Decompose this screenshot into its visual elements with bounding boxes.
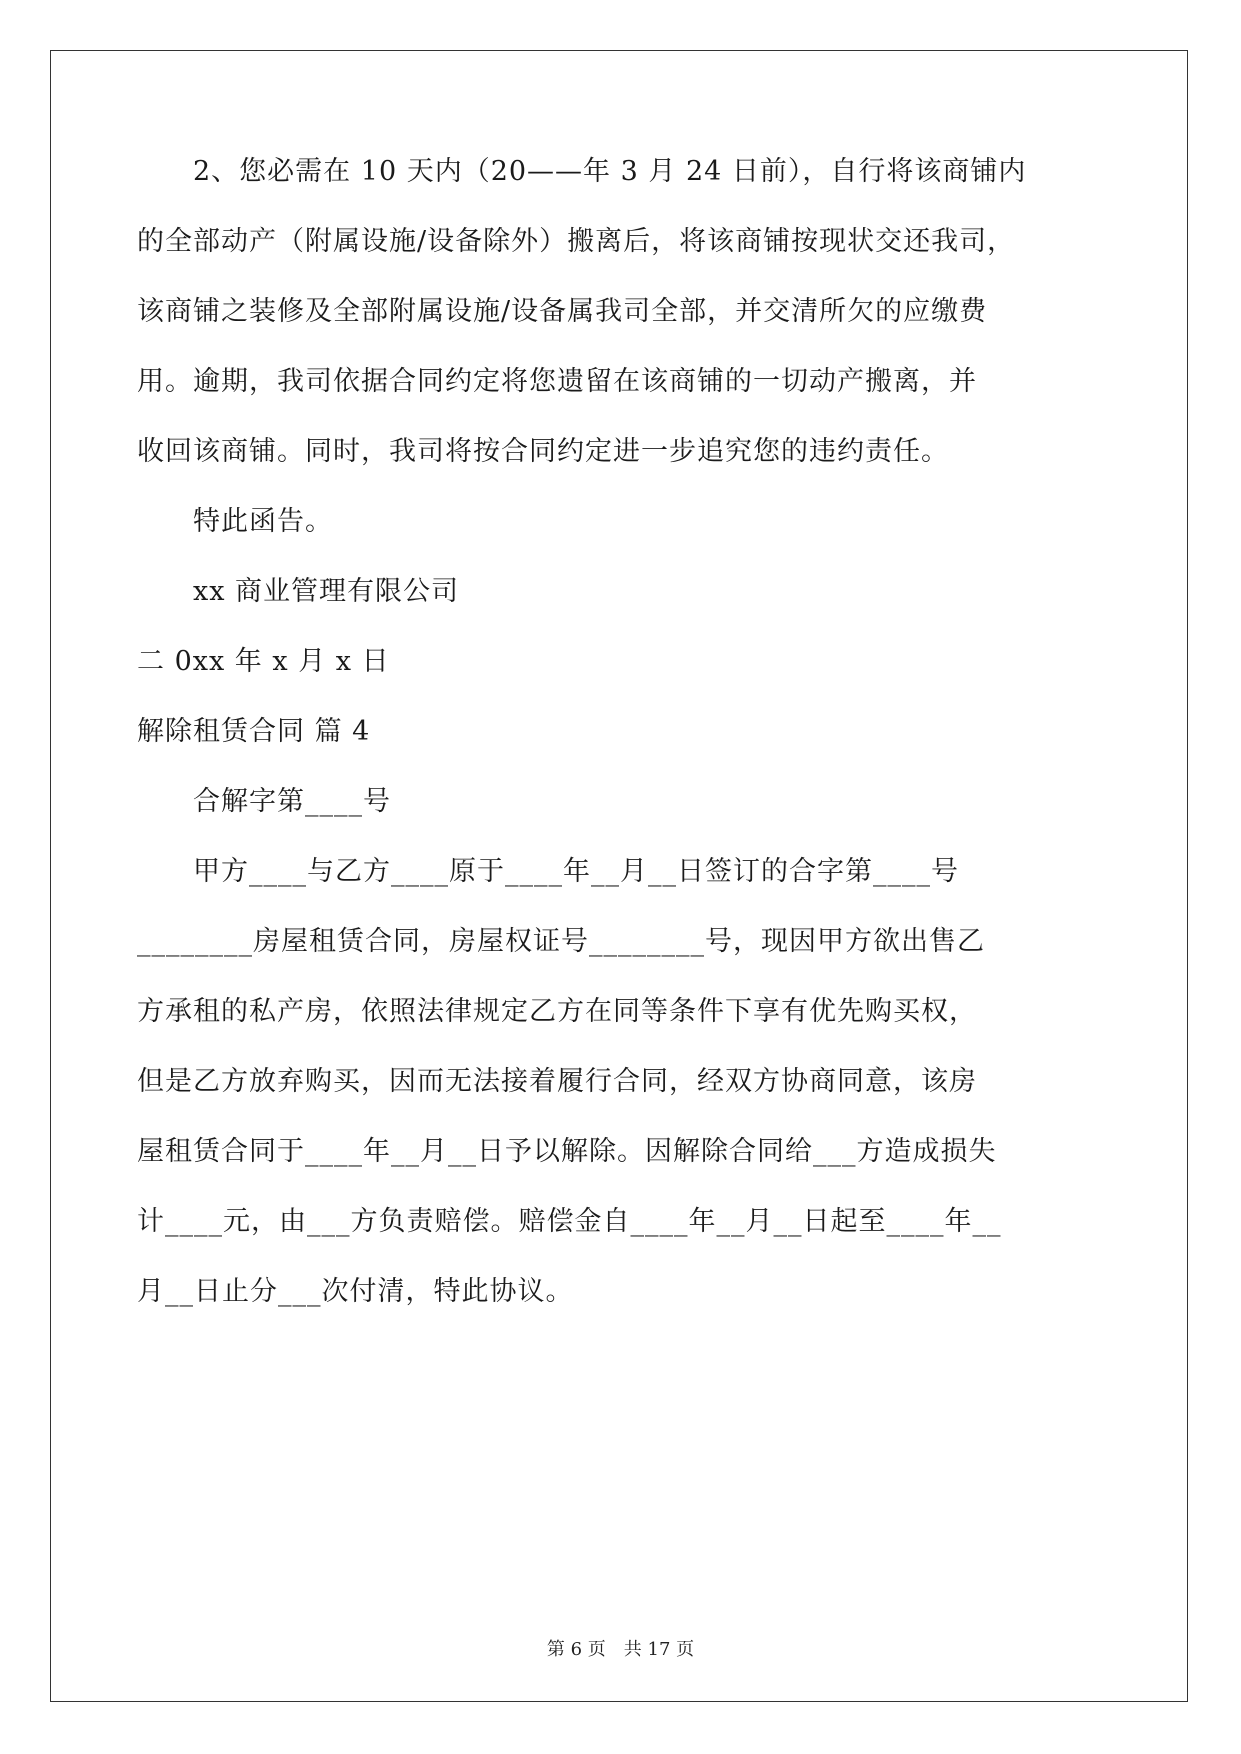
paragraph-line-2: 的全部动产（附属设施/设备除外）搬离后，将该商铺按现状交还我司， xyxy=(137,226,1016,257)
page-footer xyxy=(0,1638,1241,1662)
company-name: xx 商业管理有限公司 xyxy=(193,576,460,607)
page-number: 第 6 页 xyxy=(546,1639,606,1660)
paragraph-line-1: 2、您必需在 10 天内（20——年 3 月 24 日前），自行将该商铺内 xyxy=(193,156,1027,187)
paragraph-line-5: 收回该商铺。同时，我司将按合同约定进一步追究您的违约责任。 xyxy=(137,436,949,467)
agreement-line-2: ________房屋租赁合同，房屋权证号________号，现因甲方欲出售乙 xyxy=(137,926,985,957)
agreement-line-5: 屋租赁合同于____年__月__日予以解除。因解除合同给___方造成损失 xyxy=(137,1136,997,1167)
closing-remark: 特此函告。 xyxy=(193,506,333,537)
page-total: 共 17 页 xyxy=(623,1639,695,1660)
paragraph-line-3: 该商铺之装修及全部附属设施/设备属我司全部，并交清所欠的应缴费 xyxy=(137,296,988,327)
agreement-line-1: 甲方____与乙方____原于____年__月__日签订的合字第____号 xyxy=(193,856,959,887)
agreement-line-4: 但是乙方放弃购买，因而无法接着履行合同，经双方协商同意，该房 xyxy=(137,1066,977,1097)
agreement-line-6: 计____元，由___方负责赔偿。赔偿金自____年__月__日起至____年__ xyxy=(137,1206,1002,1237)
section-heading: 解除租赁合同 篇 4 xyxy=(137,716,371,747)
date-line: 二 0xx 年 x 月 x 日 xyxy=(137,646,390,677)
agreement-line-7: 月__日止分___次付清，特此协议。 xyxy=(137,1276,574,1307)
paragraph-line-4: 用。逾期，我司依据合同约定将您遗留在该商铺的一切动产搬离，并 xyxy=(137,366,977,397)
contract-number: 合解字第____号 xyxy=(193,786,391,817)
agreement-line-3: 方承租的私产房，依照法律规定乙方在同等条件下享有优先购买权， xyxy=(137,996,977,1027)
